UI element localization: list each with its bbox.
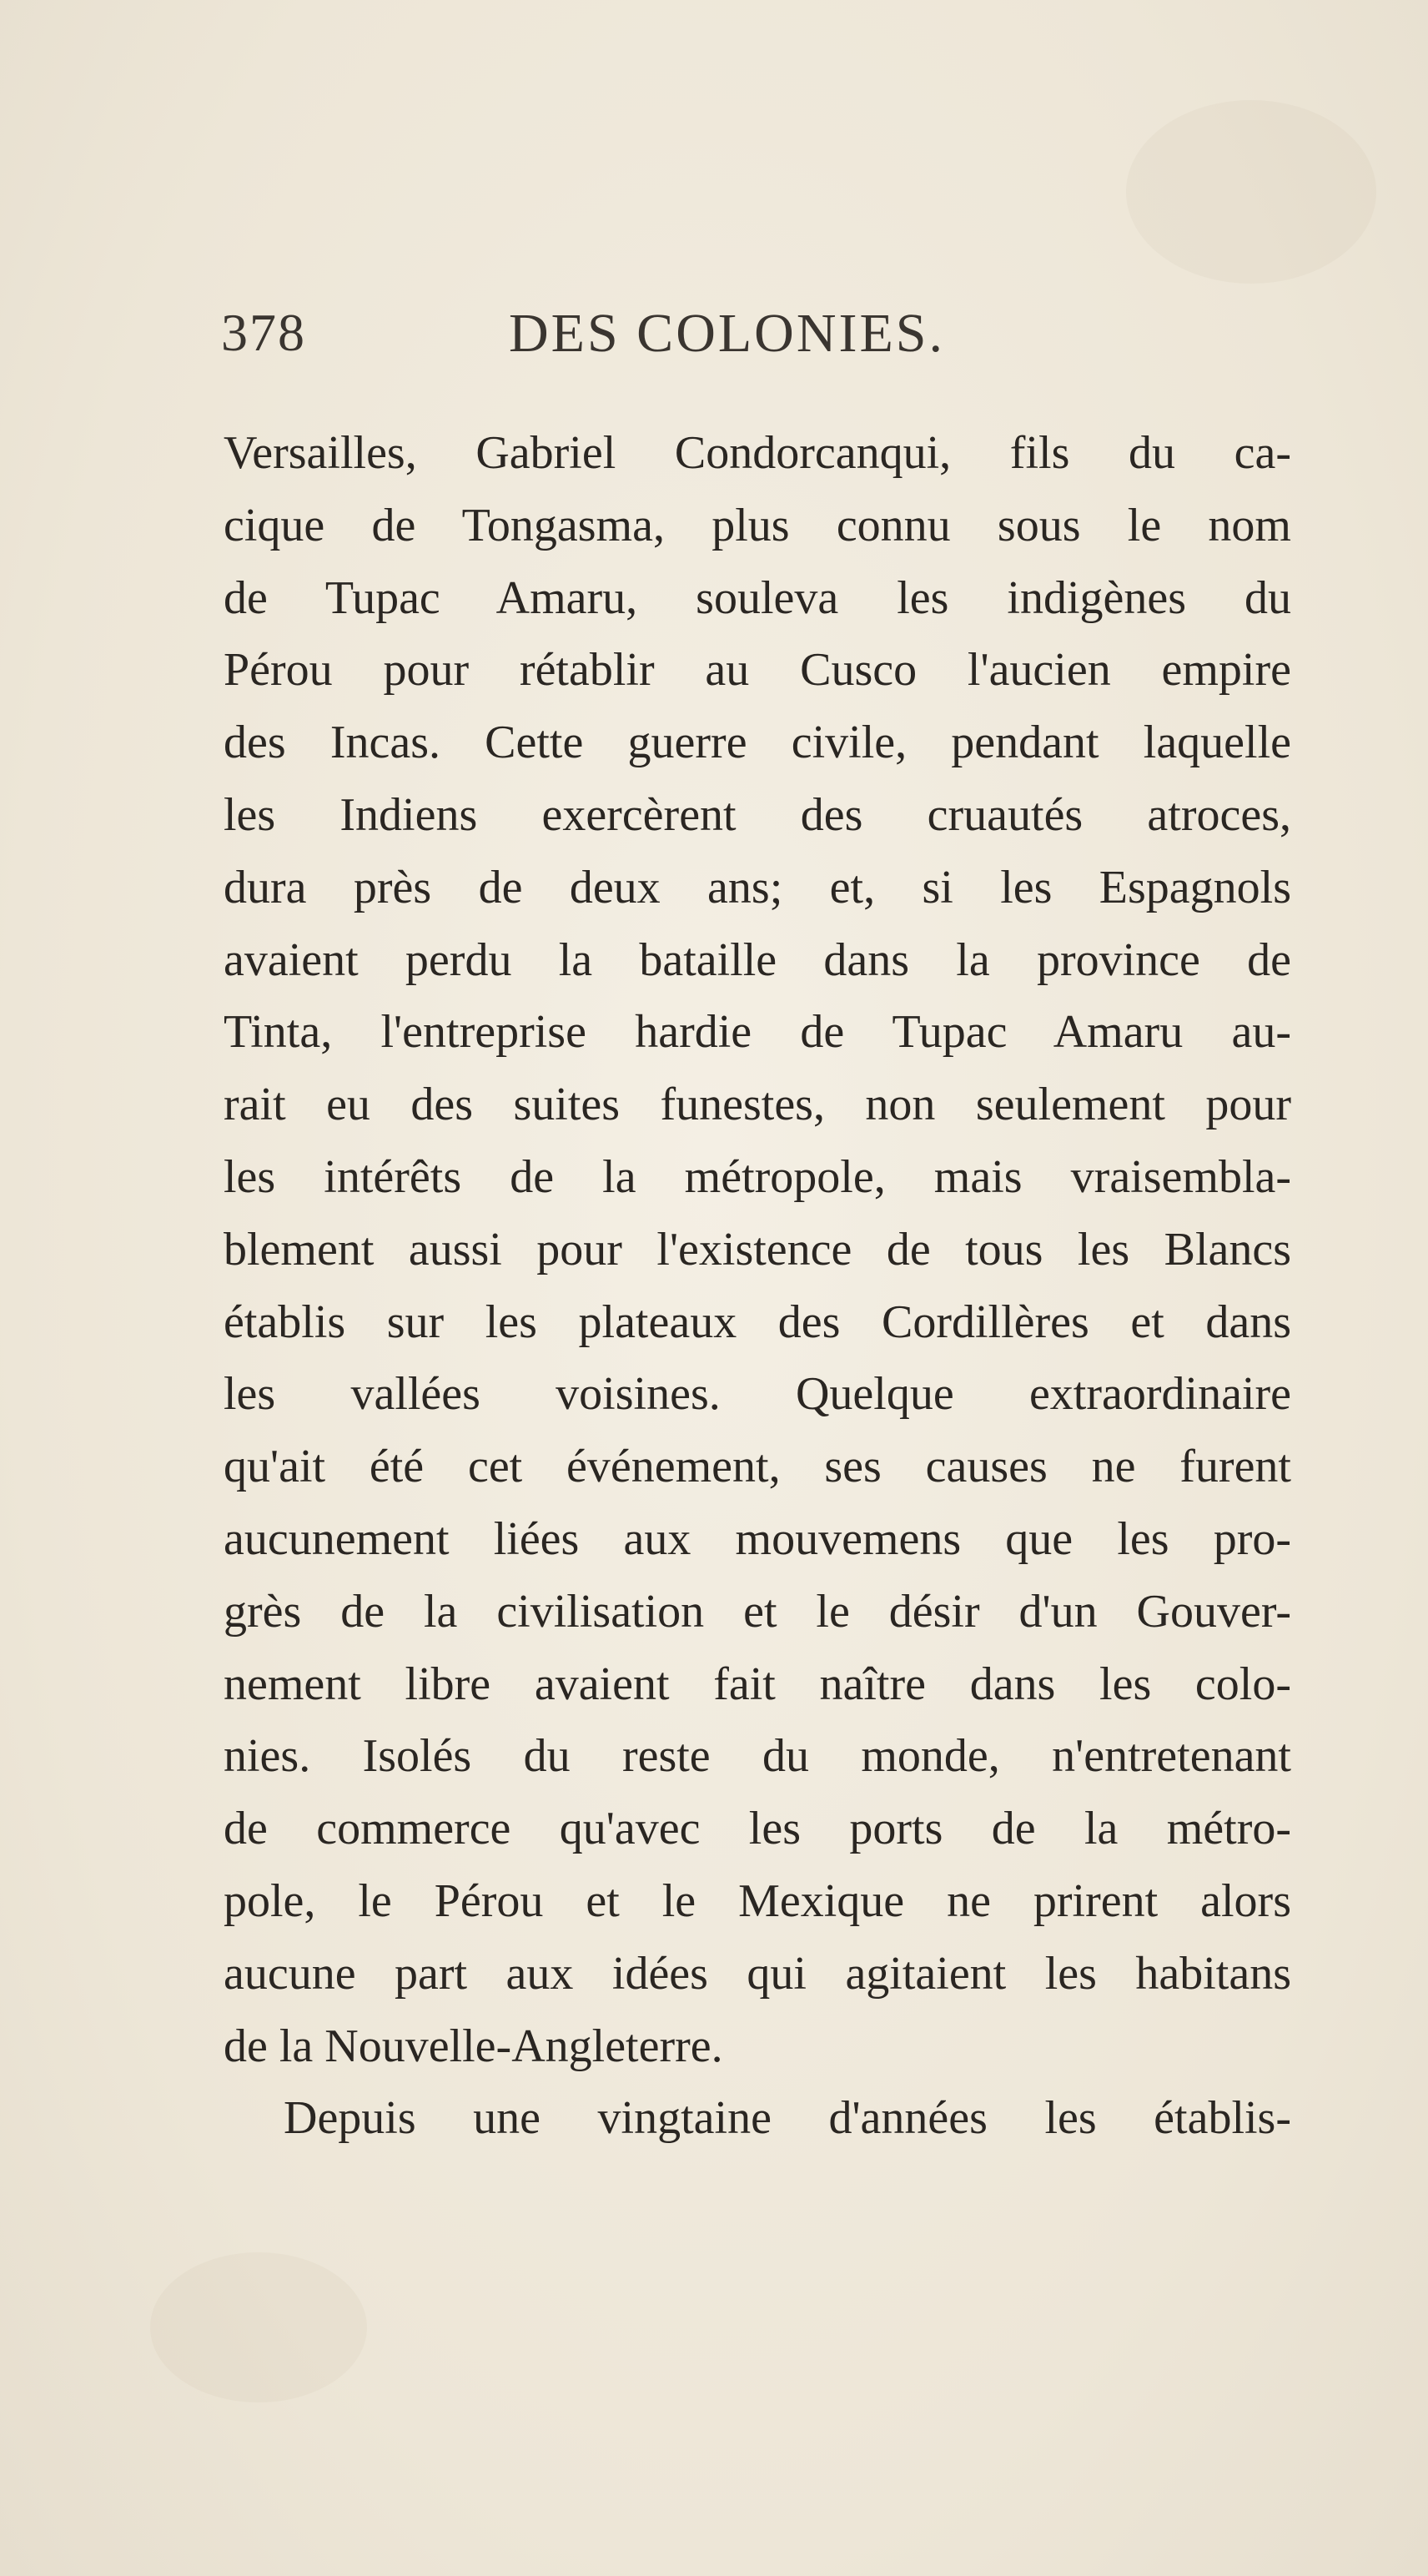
text-line: rait eu des suites funestes, non seulement pour <box>224 1079 1291 1131</box>
text-line: Pérou pour rétablir au Cusco l'aucien empire <box>224 644 1291 697</box>
text-line: Versailles, Gabriel Condorcanqui, fils du ca- <box>224 427 1291 479</box>
text-line: de commerce qu'avec les ports de la métro- <box>224 1803 1291 1855</box>
text-line: des Incas. Cette guerre civile, pendant laquelle <box>224 717 1291 769</box>
text-line: grès de la civilisation et le désir d'un Gouver- <box>224 1585 1291 1638</box>
text-line: pole, le Pérou et le Mexique ne prirent alors <box>224 1874 1291 1927</box>
text-line: les vallées voisines. Quelque extraordinaire <box>224 1368 1291 1421</box>
text-line: nies. Isolés du reste du monde, n'entretenant <box>224 1730 1291 1783</box>
paper-stain <box>150 2252 367 2402</box>
running-head <box>221 302 1305 377</box>
body-text <box>224 417 1291 2155</box>
text-line: de Tupac Amaru, souleva les indigènes du <box>224 571 1291 624</box>
text-line: établis sur les plateaux des Cordillères et dans <box>224 1296 1291 1348</box>
text-line: aucunement liées aux mouvemens que les pro- <box>224 1512 1291 1565</box>
text-line: les Indiens exercèrent des cruautés atroces, <box>224 788 1291 841</box>
text-line: les intérêts de la métropole, mais vraisembla- <box>224 1150 1291 1203</box>
text-line: nement libre avaient fait naître dans les colo- <box>224 1658 1291 1710</box>
text-line: avaient perdu la bataille dans la province de <box>224 933 1291 986</box>
text-line: dura près de deux ans; et, si les Espagnols <box>224 861 1291 913</box>
text-line: Tinta, l'entreprise hardie de Tupac Amaru au- <box>224 1006 1291 1059</box>
text-line: Depuis une vingtaine d'années les établis- <box>284 2092 1291 2145</box>
page-number: 378 <box>221 303 306 362</box>
text-line: cique de Tongasma, plus connu sous le nom <box>224 499 1291 551</box>
paper-stain <box>1126 100 1376 284</box>
text-line: blement aussi pour l'existence de tous les Blancs <box>224 1223 1291 1275</box>
running-title: DES COLONIES. <box>509 303 946 364</box>
text-line: aucune part aux idées qui agitaient les habitans <box>224 1947 1291 2000</box>
text-line: de la Nouvelle-Angleterre. <box>224 2020 723 2072</box>
text-line: qu'ait été cet événement, ses causes ne furent <box>224 1441 1291 1493</box>
